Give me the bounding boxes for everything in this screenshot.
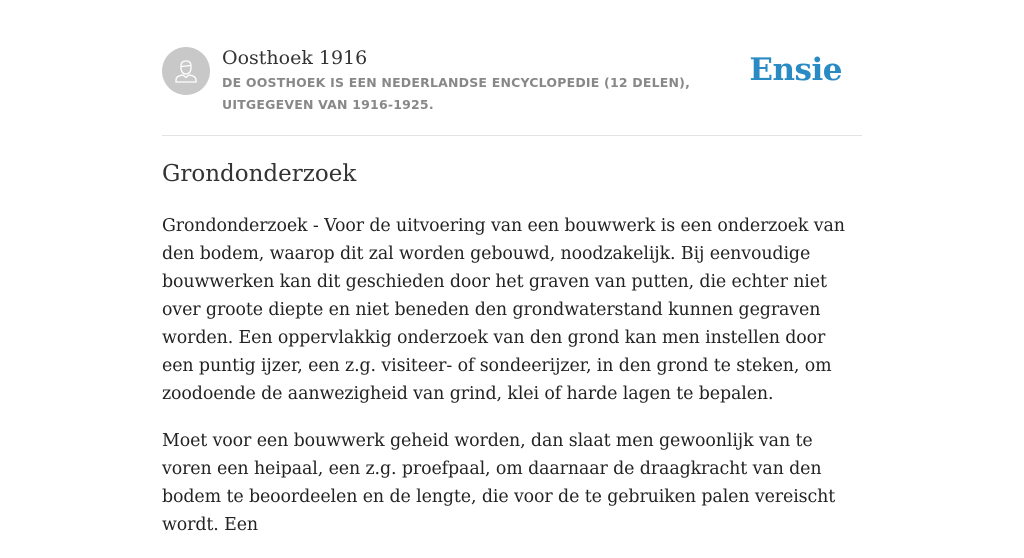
user-icon <box>172 57 200 85</box>
article-title: Grondonderzoek <box>162 161 357 187</box>
source-header <box>162 0 862 136</box>
ensie-logo-link[interactable]: Ensie <box>749 52 842 88</box>
source-description: DE OOSTHOEK IS EEN NEDERLANDSE ENCYCLOPEDIE (12 DELEN), UITGEGEVEN VAN 1916-1925. <box>222 75 691 112</box>
source-title[interactable]: Oosthoek 1916 <box>222 47 368 69</box>
source-avatar[interactable] <box>162 47 210 95</box>
article-paragraph: Moet voor een bouwwerk geheid worden, dan slaat men gewoonlijk van te voren een heipaal, een z.g. proefpaal, om daarnaar de draagkracht van den bodem te beoordeelen en de lengte, die voor de te gebruiken palen vereischt wordt. Een <box>162 431 836 535</box>
article-body <box>162 212 862 558</box>
page <box>162 0 862 535</box>
article-paragraph: Grondonderzoek - Voor de uitvoering van een bouwwerk is een onderzoek van den bodem, waarop dit zal worden gebouwd, noodzakelijk. Bij eenvoudige bouwwerken kan dit geschieden door het graven van putten, die echter niet over groote diepte en niet beneden den grondwaterstand kunnen gegraven worden. Een oppervlakkig onderzoek van den grond kan men instellen door een puntig ijzer, een z.g. visiteer- of sondeerijzer, in den grond te steken, om zoodoende de aanwezigheid van grind, klei of harde lagen te bepalen. <box>162 216 845 404</box>
